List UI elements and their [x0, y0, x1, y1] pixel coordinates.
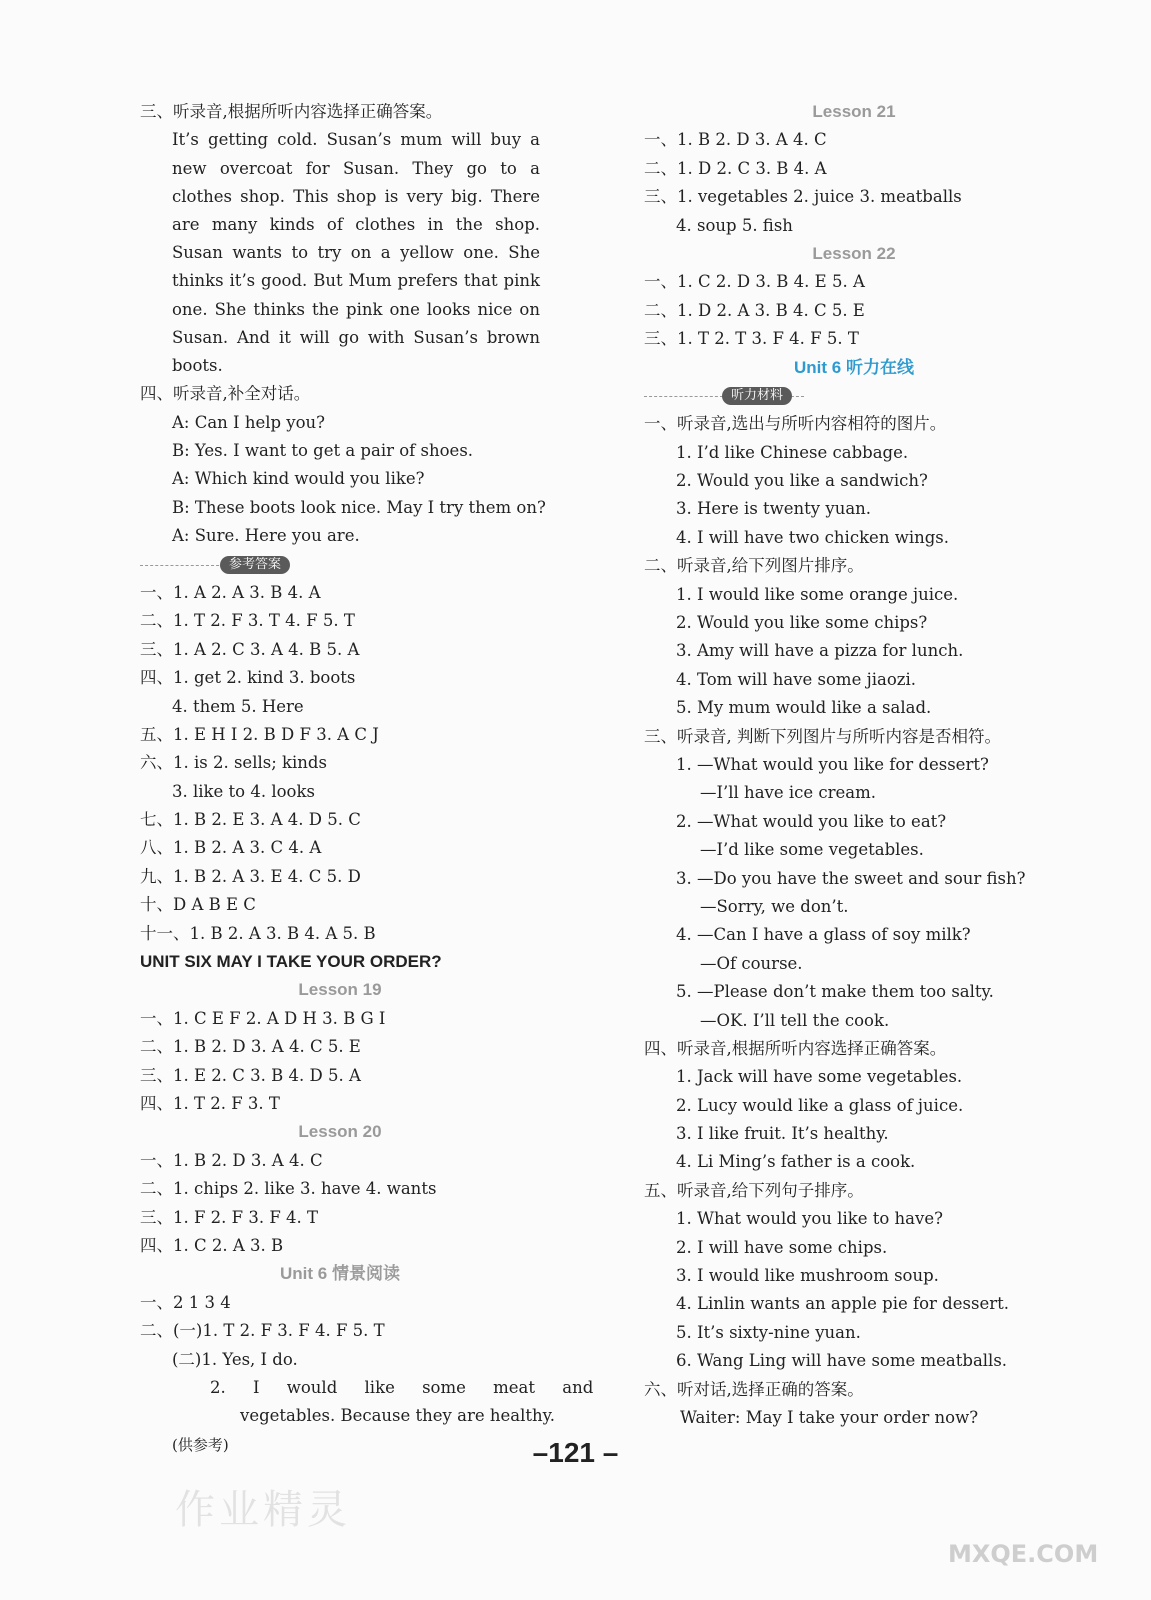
- answer-line: 七、1. B 2. E 3. A 4. D 5. C: [140, 810, 361, 830]
- listening-passage: It’s getting cold. Susan’s mum will buy a new overcoat for Susan. They go to a clothes shop. This shop is very big. There are many kinds of clothes in the shop. Susan wants to try on a yellow one. She thinks it’s good. But Mum prefers that pink one. She thinks the pink one looks nice on Susan. And it will go with Susan’s brown boots.: [172, 130, 540, 376]
- answer-line: 三、1. F 2. F 3. F 4. T: [140, 1207, 319, 1227]
- script-line: 1. What would you like to have?: [676, 1209, 943, 1229]
- script-line: —I’ll have ice cream.: [700, 783, 877, 803]
- reference-note: (供参考): [172, 1435, 229, 1454]
- section-title: 三、听录音, 判断下列图片与所听内容是否相符。: [644, 726, 1001, 746]
- answer-line: 一、1. B 2. D 3. A 4. C: [140, 1150, 323, 1170]
- section-heading: Unit 6 听力在线: [794, 357, 914, 377]
- answer-line: 一、1. C 2. D 3. B 4. E 5. A: [644, 272, 865, 292]
- script-line: 4. Li Ming’s father is a cook.: [676, 1152, 916, 1172]
- watermark-left: 作业精灵: [175, 1487, 351, 1533]
- answer-divider: [140, 551, 540, 579]
- script-line: —OK. I’ll tell the cook.: [700, 1010, 890, 1030]
- answer-line: 3. like to 4. looks: [172, 781, 315, 801]
- answer-line: 一、1. A 2. A 3. B 4. A: [140, 582, 321, 602]
- answer-line: 二、1. D 2. A 3. B 4. C 5. E: [644, 300, 865, 320]
- answer-line: 4. soup 5. fish: [676, 215, 793, 235]
- answer-line: 九、1. B 2. A 3. E 4. C 5. D: [140, 866, 361, 886]
- answer-line: 二、1. chips 2. like 3. have 4. wants: [140, 1179, 437, 1199]
- script-line: 2. Would you like a sandwich?: [676, 471, 928, 491]
- answer-line: 四、1. C 2. A 3. B: [140, 1235, 284, 1255]
- listening-badge: 听力材料: [722, 387, 792, 405]
- lesson-heading: Lesson 21: [812, 102, 896, 121]
- section-title: 四、听录音,补全对话。: [140, 384, 311, 404]
- lesson-heading: Lesson 19: [298, 980, 382, 1000]
- section-heading: Unit 6 情景阅读: [280, 1264, 400, 1284]
- script-line: —I’d like some vegetables.: [700, 840, 924, 860]
- answer-line: 一、2 1 3 4: [140, 1292, 231, 1312]
- listening-divider: [644, 382, 1064, 410]
- answer-line: 二、1. T 2. F 3. T 4. F 5. T: [140, 611, 355, 631]
- right-column: [644, 98, 1064, 1432]
- lesson-heading: Lesson 22: [812, 243, 896, 263]
- script-line: 2. I will have some chips.: [676, 1237, 888, 1257]
- section-title: 五、听录音,给下列句子排序。: [644, 1180, 864, 1200]
- dialog-line: B: These boots look nice. May I try them on?: [172, 497, 546, 517]
- script-line: 3. —Do you have the sweet and sour fish?: [676, 868, 1026, 888]
- section-title: 六、听对话,选择正确的答案。: [644, 1379, 864, 1399]
- answer-line: 十、D A B E C: [140, 895, 256, 915]
- script-line: 2. —What would you like to eat?: [676, 811, 947, 831]
- answer-line: 2. I would like some meat and: [210, 1377, 594, 1397]
- script-line: 3. Here is twenty yuan.: [676, 499, 872, 519]
- script-line: 5. My mum would like a salad.: [676, 698, 932, 718]
- answer-line: 三、1. T 2. T 3. F 4. F 5. T: [644, 329, 859, 349]
- answer-line: vegetables. Because they are healthy.: [240, 1406, 555, 1426]
- section-title: 三、听录音,根据所听内容选择正确答案。: [140, 102, 443, 121]
- unit-title: UNIT SIX MAY I TAKE YOUR ORDER?: [140, 952, 442, 972]
- answer-line: 四、1. T 2. F 3. T: [140, 1093, 280, 1113]
- script-line: 2. Lucy would like a glass of juice.: [676, 1095, 964, 1115]
- answer-line: 十一、1. B 2. A 3. B 4. A 5. B: [140, 923, 376, 943]
- answer-line: 四、1. get 2. kind 3. boots: [140, 668, 356, 688]
- section-title: 四、听录音,根据所听内容选择正确答案。: [644, 1038, 947, 1058]
- script-line: 5. It’s sixty-nine yuan.: [676, 1322, 861, 1342]
- answer-line: 三、1. A 2. C 3. A 4. B 5. A: [140, 639, 360, 659]
- answer-line: 三、1. vegetables 2. juice 3. meatballs: [644, 187, 962, 207]
- watermark-right: MXQE.COM: [948, 1540, 1099, 1568]
- dialog-line: A: Can I help you?: [172, 412, 326, 432]
- script-line: Waiter: May I take your order now?: [680, 1407, 979, 1427]
- answer-line: 一、1. B 2. D 3. A 4. C: [644, 130, 827, 150]
- script-line: 5. —Please don’t make them too salty.: [676, 982, 994, 1002]
- dialog-line: B: Yes. I want to get a pair of shoes.: [172, 441, 474, 460]
- answer-line: 三、1. E 2. C 3. B 4. D 5. A: [140, 1065, 361, 1085]
- script-line: 1. —What would you like for dessert?: [676, 754, 989, 774]
- answer-line: 六、1. is 2. sells; kinds: [140, 753, 327, 773]
- lesson-heading: Lesson 20: [298, 1122, 382, 1142]
- answer-line: 八、1. B 2. A 3. C 4. A: [140, 838, 322, 858]
- answer-line: 五、1. E H I 2. B D F 3. A C J: [140, 724, 379, 744]
- answer-badge: 参考答案: [220, 556, 290, 574]
- answer-line: 4. them 5. Here: [172, 696, 304, 716]
- dialog-line: A: Which kind would you like?: [172, 469, 425, 489]
- script-line: 4. I will have two chicken wings.: [676, 527, 949, 547]
- script-line: 2. Would you like some chips?: [676, 613, 928, 633]
- section-title: 二、听录音,给下列图片排序。: [644, 556, 864, 576]
- script-line: 3. Amy will have a pizza for lunch.: [676, 641, 964, 661]
- script-line: —Of course.: [700, 953, 803, 973]
- script-line: 3. I like fruit. It’s healthy.: [676, 1124, 889, 1144]
- answer-line: 二、1. B 2. D 3. A 4. C 5. E: [140, 1037, 361, 1057]
- script-line: —Sorry, we don’t.: [700, 896, 849, 916]
- script-line: 1. Jack will have some vegetables.: [676, 1067, 963, 1087]
- section-title: 一、听录音,选出与所听内容相符的图片。: [644, 414, 947, 434]
- answer-line: (二)1. Yes, I do.: [172, 1349, 298, 1369]
- script-line: 1. I would like some orange juice.: [676, 584, 959, 604]
- dialog-line: A: Sure. Here you are.: [172, 526, 360, 546]
- script-line: 4. Tom will have some jiaozi.: [676, 669, 916, 689]
- answer-line: 一、1. C E F 2. A D H 3. B G I: [140, 1008, 386, 1028]
- page-number: –121 –: [532, 1437, 619, 1468]
- script-line: 3. I would like mushroom soup.: [676, 1266, 939, 1286]
- answer-line: 二、1. D 2. C 3. B 4. A: [644, 158, 827, 178]
- script-line: 4. —Can I have a glass of soy milk?: [676, 925, 971, 945]
- script-line: 4. Linlin wants an apple pie for dessert.: [676, 1294, 1009, 1314]
- answer-line: 二、(一)1. T 2. F 3. F 4. F 5. T: [140, 1321, 385, 1341]
- script-line: 6. Wang Ling will have some meatballs.: [676, 1351, 1008, 1371]
- script-line: 1. I’d like Chinese cabbage.: [676, 442, 909, 462]
